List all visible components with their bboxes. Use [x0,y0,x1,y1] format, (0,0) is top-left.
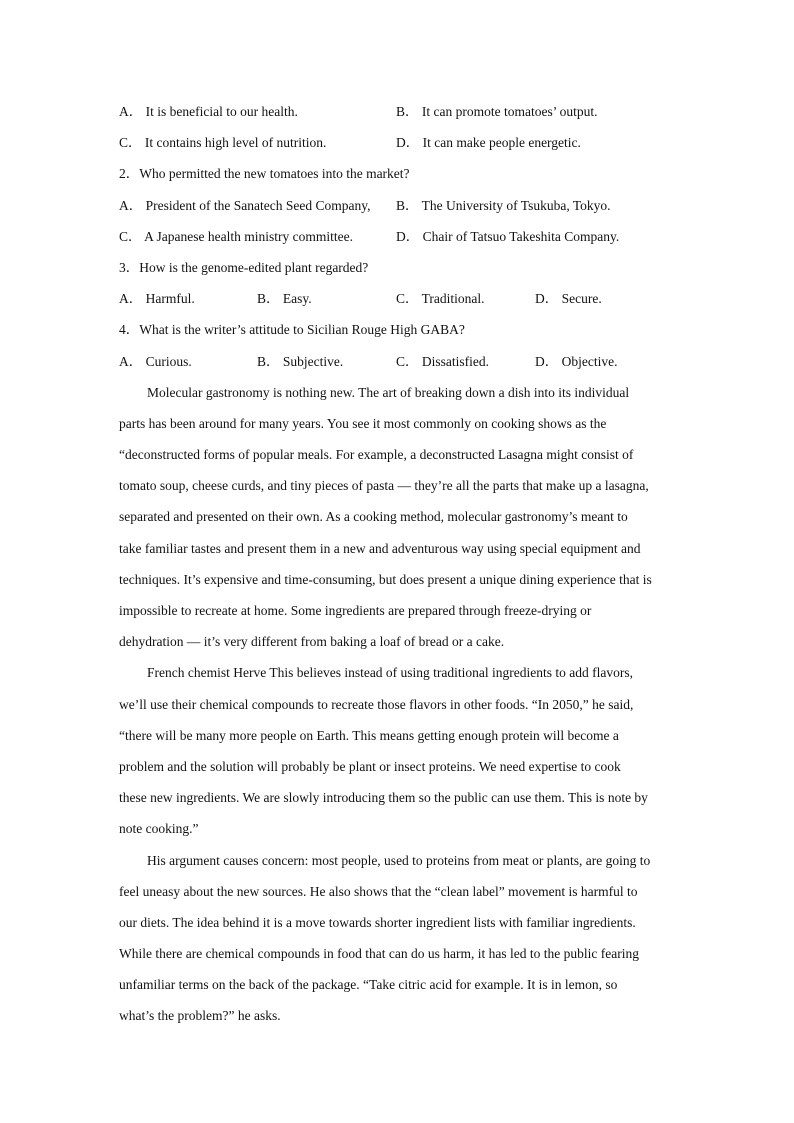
q2-options-row-2 [119,227,679,258]
q4-stem [119,320,679,351]
passage-line: parts has been around for many years. You see it most commonly on cooking shows as the [119,415,607,431]
passage-line: tomato soup, cheese curds, and tiny pieces of pasta — they’re all the parts that make up a lasagna, [119,478,649,494]
passage-line: “there will be many more people on Earth. This means getting enough protein will become a [119,727,619,743]
passage-line: dehydration — it’s very different from baking a loaf of bread or a cake. [119,634,505,650]
q4-options-row [119,352,679,383]
q4-text: What is the writer’s attitude to Sicilian Rouge High GABA? [139,322,465,338]
q2-option-c[interactable]: C． A Japanese health ministry committee. [119,228,353,244]
q1-option-a[interactable]: A． It is beneficial to our health. [119,104,298,119]
q4-option-d[interactable]: D． Objective. [535,353,618,369]
passage-line: problem and the solution will probably be plant or insect proteins. We need expertise to cook [119,758,621,774]
q2-options-row-1 [119,196,679,227]
q4-number: 4． [119,322,140,338]
passage-paragraph-2 [119,663,679,850]
q1-option-b[interactable]: B． It can promote tomatoes’ output. [396,104,598,119]
passage-line: French chemist Herve This believes instead of using traditional ingredients to add flavors, [147,665,634,681]
q1-options-row-2 [119,133,679,164]
passage-paragraph-1 [119,383,679,664]
passage-line: impossible to recreate at home. Some ingredients are prepared through freeze-drying or [119,603,592,618]
passage-line: unfamiliar terms on the back of the package. “Take citric acid for example. It is in lemon, so [119,977,618,993]
q2-text: Who permitted the new tomatoes into the market? [139,166,410,182]
q3-text: How is the genome-edited plant regarded? [139,259,369,275]
q2-stem [119,164,679,195]
q1-option-d[interactable]: D． It can make people energetic. [396,135,581,151]
q4-option-c[interactable]: C． Dissatisfied. [396,353,490,369]
q2-number: 2． [119,166,140,182]
passage-line: feel uneasy about the new sources. He also shows that the “clean label” movement is harmful to [119,883,638,899]
passage-line: His argument causes concern: most people, used to proteins from meat or plants, are going to [147,852,651,868]
passage-line: note cooking.” [119,821,199,837]
q2-option-a[interactable]: A． President of the Sanatech Seed Company, [119,197,371,213]
passage-line: Molecular gastronomy is nothing new. The art of breaking down a dish into its individual [147,384,630,400]
q2-option-d[interactable]: D． Chair of Tatsuo Takeshita Company. [396,228,620,244]
passage-line: we’ll use their chemical compounds to recreate those flavors in other foods. “In 2050,” he said, [119,696,634,712]
passage-line: what’s the problem?” he asks. [119,1008,281,1024]
q3-options-row [119,289,679,320]
q2-option-b[interactable]: B． The University of Tsukuba, Tokyo. [396,197,611,213]
passage-line: take familiar tastes and present them in a new and adventurous way using special equipment and [119,540,641,556]
passage-line: “deconstructed forms of popular meals. For example, a deconstructed Lasagna might consist of [119,447,634,463]
q4-option-a[interactable]: A． Curious. [119,353,192,369]
q1-options-row-1 [119,102,679,133]
q3-option-c[interactable]: C． Traditional. [396,291,485,307]
passage-paragraph-3 [119,851,679,1038]
q3-option-a[interactable]: A． Harmful. [119,291,195,307]
q3-number: 3． [119,259,140,275]
passage-line: these new ingredients. We are slowly introducing them so the public can use them. This is note by [119,790,648,806]
document-page [119,102,679,1038]
passage-line: our diets. The idea behind it is a move towards shorter ingredient lists with familiar ingredients. [119,914,636,930]
passage-line: separated and presented on their own. As a cooking method, molecular gastronomy’s meant to [119,509,628,525]
passage-line: While there are chemical compounds in food that can do us harm, it has led to the public fearing [119,946,639,962]
q3-stem [119,258,679,289]
q3-option-b[interactable]: B． Easy. [257,291,312,307]
passage-line: techniques. It’s expensive and time-consuming, but does present a unique dining experience that is [119,571,652,587]
q4-option-b[interactable]: B． Subjective. [257,353,344,369]
q3-option-d[interactable]: D． Secure. [535,291,602,307]
q1-option-c[interactable]: C． It contains high level of nutrition. [119,135,327,151]
